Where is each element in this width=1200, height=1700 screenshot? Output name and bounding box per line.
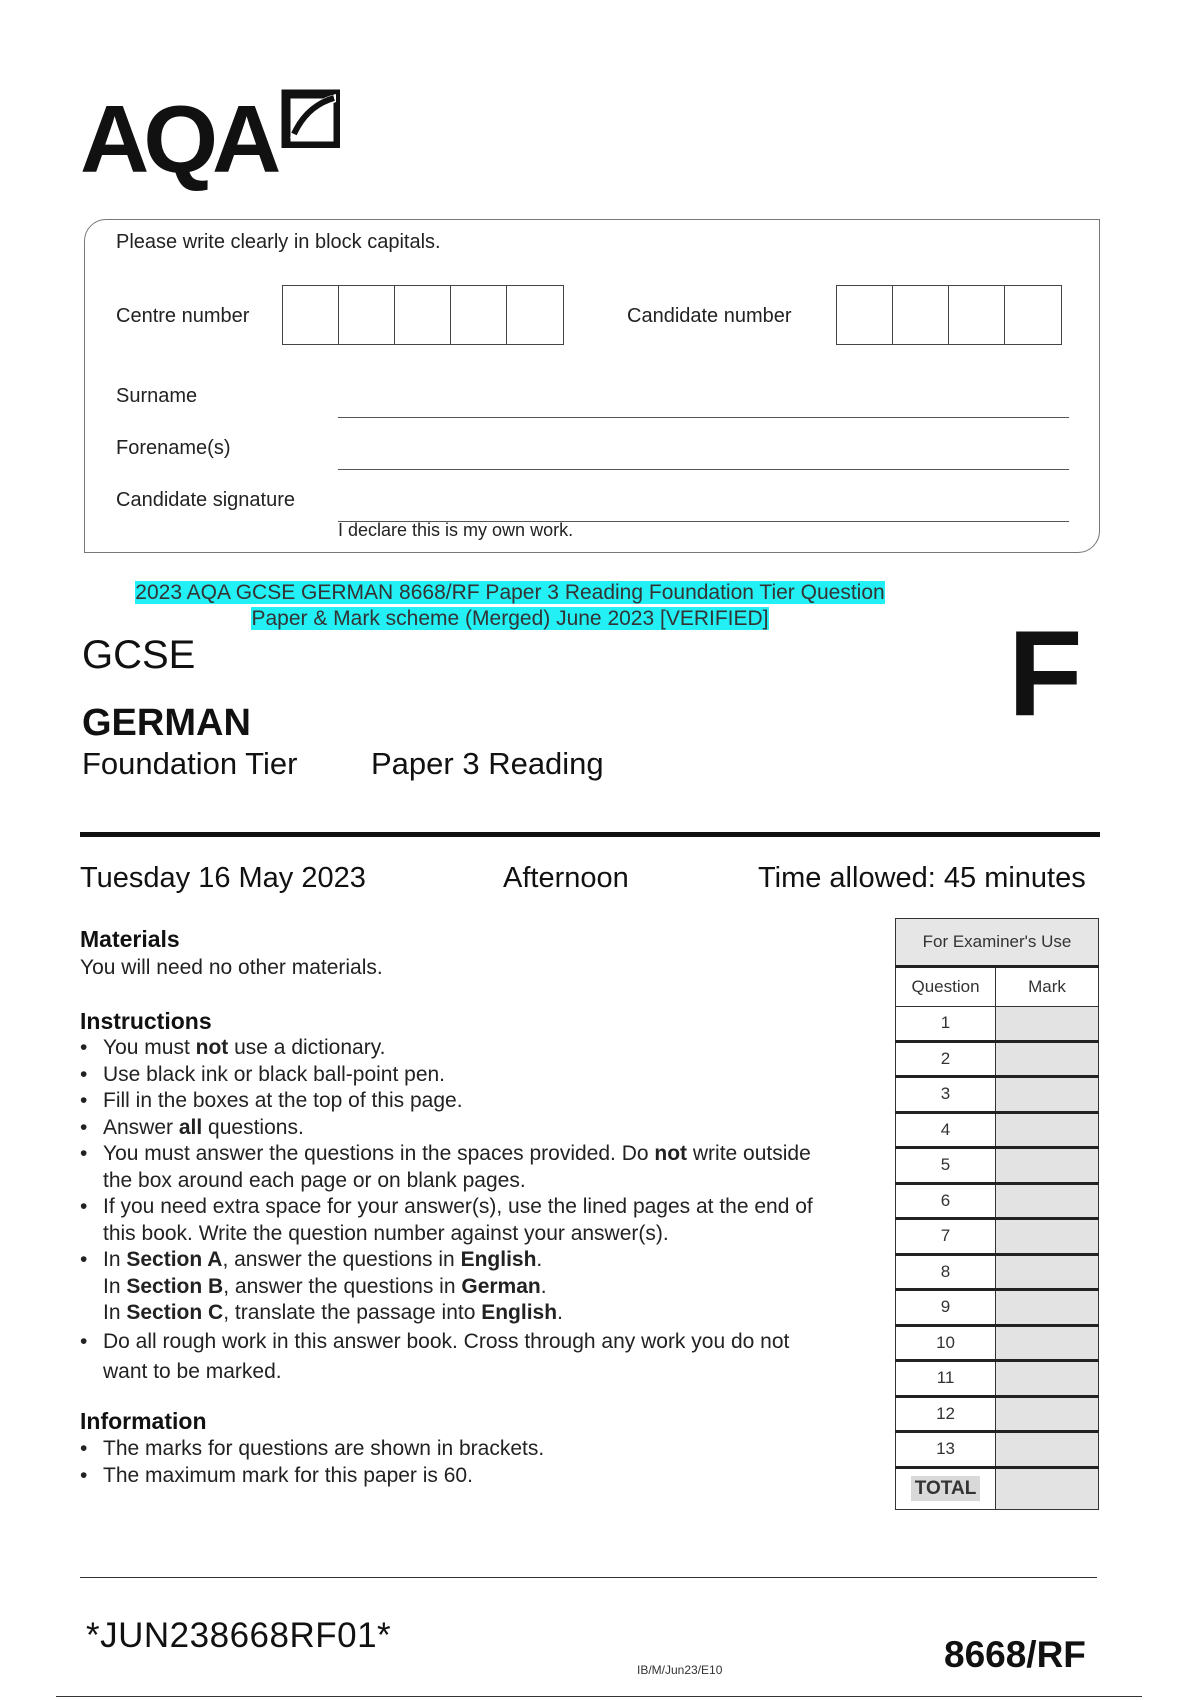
candidate-number-boxes[interactable] [836, 285, 1062, 345]
barcode-text: *JUN238668RF01* [86, 1616, 392, 1655]
signature-label: Candidate signature [116, 489, 296, 511]
centre-digit-box[interactable] [451, 286, 507, 344]
mark-cell[interactable] [996, 1254, 1099, 1290]
question-number: 9 [896, 1290, 996, 1326]
materials-text: You will need no other materials. [80, 956, 383, 979]
bottom-divider [56, 1696, 1142, 1697]
information-heading: Information [80, 1408, 207, 1434]
logo-text: AQA [80, 86, 276, 193]
mark-cell[interactable] [996, 1219, 1099, 1255]
question-number: 2 [896, 1041, 996, 1077]
centre-digit-box[interactable] [507, 286, 563, 344]
mark-cell[interactable] [996, 1041, 1099, 1077]
information-item: • The maximum mark for this paper is 60. [80, 1463, 870, 1490]
question-number: 8 [896, 1254, 996, 1290]
question-number: 4 [896, 1112, 996, 1148]
forenames-label: Forename(s) [116, 437, 231, 459]
instruction-item: • In Section A, answer the questions in English. In Section B, answer the questions in German. In Section C, translate the passage into English. [80, 1247, 870, 1327]
centre-digit-box[interactable] [339, 286, 395, 344]
paper-code: 8668/RF [944, 1634, 1086, 1675]
forenames-line[interactable] [338, 469, 1069, 470]
question-number: 5 [896, 1148, 996, 1184]
question-number: 3 [896, 1077, 996, 1113]
footer-divider [80, 1577, 1097, 1578]
subject-title: GERMAN [82, 702, 251, 744]
mark-cell[interactable] [996, 1361, 1099, 1397]
mark-cell[interactable] [996, 1396, 1099, 1432]
instruction-item: • You must answer the questions in the spaces provided. Do not write outside the box around each page or on blank pages. [80, 1141, 870, 1194]
centre-number-label: Centre number [116, 305, 250, 327]
examiner-table-title: For Examiner's Use [896, 919, 1099, 967]
reference-code: IB/M/Jun23/E10 [637, 1663, 723, 1677]
mark-cell[interactable] [996, 1007, 1099, 1042]
mark-cell[interactable] [996, 1183, 1099, 1219]
instruction-item: • Use black ink or black ball-point pen. [80, 1062, 870, 1089]
total-label: TOTAL [896, 1467, 996, 1509]
instruction-item: • If you need extra space for your answer(s), use the lined pages at the end of this book. Write the question number against your answer(s). [80, 1194, 870, 1247]
question-column-header: Question [896, 967, 996, 1007]
instructions-heading: Instructions [80, 1008, 212, 1034]
instruction-item: • Answer all questions. [80, 1115, 870, 1142]
surname-line[interactable] [338, 417, 1069, 418]
aqa-logo [80, 86, 350, 193]
time-allowed: Time allowed: 45 minutes [758, 862, 1086, 894]
exam-date: Tuesday 16 May 2023 [80, 862, 366, 894]
candidate-digit-box[interactable] [893, 286, 949, 344]
examiner-use-table [895, 918, 1099, 1510]
question-number: 7 [896, 1219, 996, 1255]
mark-cell[interactable] [996, 1290, 1099, 1326]
candidate-number-label: Candidate number [627, 305, 792, 327]
question-number: 1 [896, 1007, 996, 1042]
mark-column-header: Mark [996, 967, 1099, 1007]
candidate-digit-box[interactable] [949, 286, 1005, 344]
tier-label: Foundation Tier [82, 746, 298, 781]
surname-label: Surname [116, 385, 198, 407]
question-number: 10 [896, 1325, 996, 1361]
exam-session: Afternoon [503, 862, 629, 894]
logo-mark-icon [280, 88, 340, 148]
block-capitals-instruction: Please write clearly in block capitals. [116, 231, 441, 253]
question-number: 6 [896, 1183, 996, 1219]
paper-label: Paper 3 Reading [371, 746, 604, 781]
qualification: GCSE [82, 633, 196, 677]
instruction-item: • Fill in the boxes at the top of this page. [80, 1088, 870, 1115]
information-list [80, 1436, 870, 1489]
candidate-digit-box[interactable] [837, 286, 893, 344]
centre-digit-box[interactable] [283, 286, 339, 344]
mark-cell[interactable] [996, 1432, 1099, 1468]
candidate-details-box [84, 219, 1100, 553]
highlight-title-line2: Paper & Mark scheme (Merged) June 2023 [VERIFIED] [251, 607, 769, 630]
question-number: 13 [896, 1432, 996, 1468]
mark-cell[interactable] [996, 1077, 1099, 1113]
highlighted-title [100, 580, 920, 632]
instruction-item: • Do all rough work in this answer book. Cross through any work you do not want to be marked. [80, 1327, 870, 1387]
instruction-item: • You must not use a dictionary. [80, 1035, 870, 1062]
header-divider [80, 832, 1100, 837]
mark-cell[interactable] [996, 1148, 1099, 1184]
centre-number-boxes[interactable] [282, 285, 564, 345]
declaration-text: I declare this is my own work. [338, 520, 574, 540]
centre-digit-box[interactable] [395, 286, 451, 344]
materials-heading: Materials [80, 926, 180, 952]
tier-letter: F [1008, 605, 1083, 741]
information-item: • The marks for questions are shown in brackets. [80, 1436, 870, 1463]
question-number: 12 [896, 1396, 996, 1432]
total-mark-cell[interactable] [996, 1467, 1099, 1509]
mark-cell[interactable] [996, 1112, 1099, 1148]
highlight-title-line1: 2023 AQA GCSE GERMAN 8668/RF Paper 3 Reading Foundation Tier Question [135, 581, 885, 604]
mark-cell[interactable] [996, 1325, 1099, 1361]
question-number: 11 [896, 1361, 996, 1397]
instructions-list [80, 1035, 870, 1387]
candidate-digit-box[interactable] [1005, 286, 1061, 344]
